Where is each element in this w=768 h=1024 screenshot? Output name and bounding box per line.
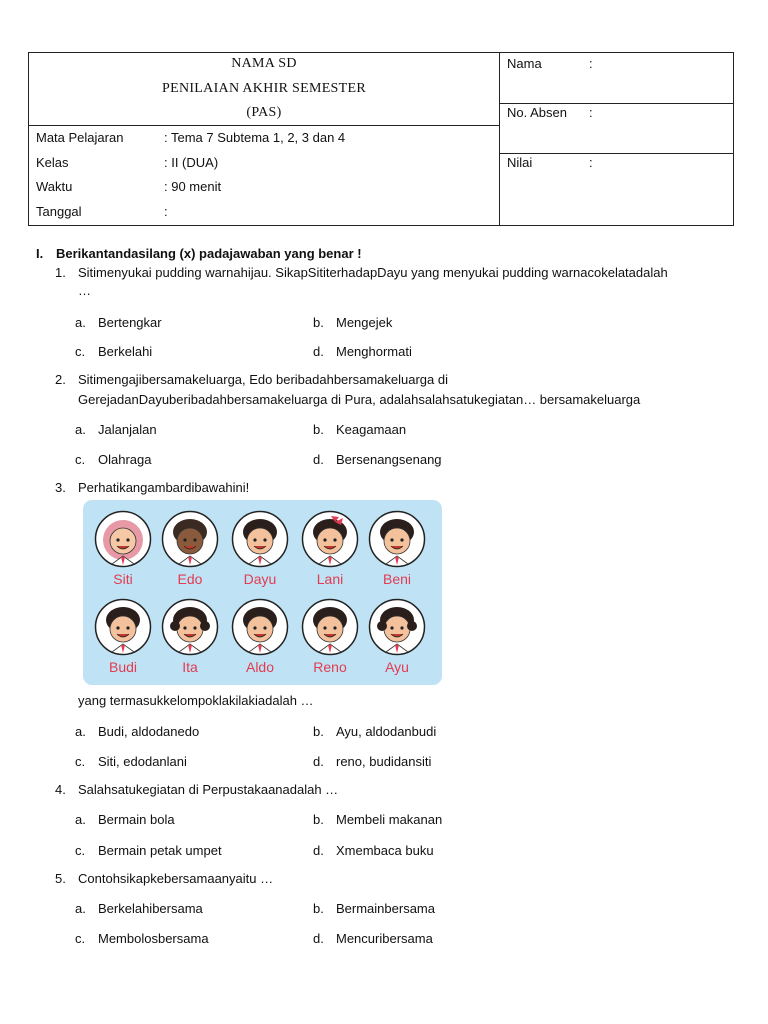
q1-text-line1: Sitimenyukai pudding warnahijau. SikapSititerhadapDayu yang menyukai pudding warnacokelatadalah (78, 265, 668, 280)
child-face-icon (368, 510, 426, 568)
name-label: Nama (507, 56, 542, 71)
child-name-label: Budi (108, 659, 138, 675)
class-value: : II (DUA) (164, 155, 219, 170)
child-portrait-reno (300, 598, 360, 675)
q1-number: 1. (55, 265, 66, 280)
score-label: Nilai (507, 155, 533, 170)
absen-label: No. Absen (507, 105, 567, 120)
absen-value[interactable]: : (589, 105, 593, 120)
school-name: NAMA SD (231, 56, 297, 71)
child-face-icon (231, 598, 289, 656)
children-picture (83, 500, 442, 685)
score-value[interactable]: : (589, 155, 593, 170)
q5-number: 5. (55, 871, 66, 886)
section-number: I. (36, 246, 44, 261)
q2-text-line2: GerejadanDayuberibadahbersamakeluarga di Pura, adalahsalahsatukegiatan… bersamakeluarga (78, 392, 641, 407)
child-face-icon (161, 510, 219, 568)
child-name-label: Siti (113, 571, 133, 587)
child-name-label: Ita (182, 659, 198, 675)
time-value: : 90 menit (164, 179, 222, 194)
child-portrait-lani (300, 510, 360, 587)
child-name-label: Reno (313, 659, 347, 675)
name-value[interactable]: : (589, 56, 593, 71)
child-face-icon (368, 598, 426, 656)
q3-followup: yang termasukkelompoklakilakiadalah … (78, 693, 314, 708)
class-label: Kelas (36, 155, 69, 170)
q2-text-line1: Sitimengajibersamakeluarga, Edo beribadahbersamakeluarga di (78, 372, 448, 387)
child-face-icon (231, 510, 289, 568)
date-label: Tanggal (36, 204, 82, 219)
child-portrait-beni (367, 510, 427, 587)
child-portrait-edo (160, 510, 220, 587)
date-value: : (164, 204, 168, 219)
child-face-icon (301, 598, 359, 656)
q3-text-line1: Perhatikangambardibawahini! (78, 480, 250, 495)
q5-text-line1: Contohsikapkebersamaanyaitu … (78, 871, 274, 886)
child-face-icon (94, 510, 152, 568)
section-instruction: Berikantandasilang (x) padajawaban yang benar ! (56, 246, 362, 261)
child-name-label: Ayu (385, 659, 409, 675)
q4-text-line1: Salahsatukegiatan di Perpustakaanadalah … (78, 782, 339, 797)
child-face-icon (94, 598, 152, 656)
child-portrait-aldo (230, 598, 290, 675)
child-name-label: Beni (382, 571, 412, 587)
q4-number: 4. (55, 782, 66, 797)
child-name-label: Dayu (243, 571, 277, 587)
q1-text-line2: … (78, 283, 91, 298)
child-portrait-budi (93, 598, 153, 675)
q2-number: 2. (55, 372, 66, 387)
exam-title: PENILAIAN AKHIR SEMESTER (162, 81, 366, 96)
subject-value: : Tema 7 Subtema 1, 2, 3 dan 4 (164, 130, 346, 145)
child-face-icon (161, 598, 219, 656)
child-name-label: Lani (316, 571, 344, 587)
child-portrait-siti (93, 510, 153, 587)
exam-abbr: (PAS) (246, 105, 282, 120)
child-name-label: Edo (177, 571, 203, 587)
child-face-icon (301, 510, 359, 568)
time-label: Waktu (36, 179, 73, 194)
child-portrait-ayu (367, 598, 427, 675)
q3-number: 3. (55, 480, 66, 495)
header-table (28, 52, 734, 226)
child-portrait-ita (160, 598, 220, 675)
child-name-label: Aldo (245, 659, 275, 675)
subject-label: Mata Pelajaran (36, 130, 124, 145)
child-portrait-dayu (230, 510, 290, 587)
